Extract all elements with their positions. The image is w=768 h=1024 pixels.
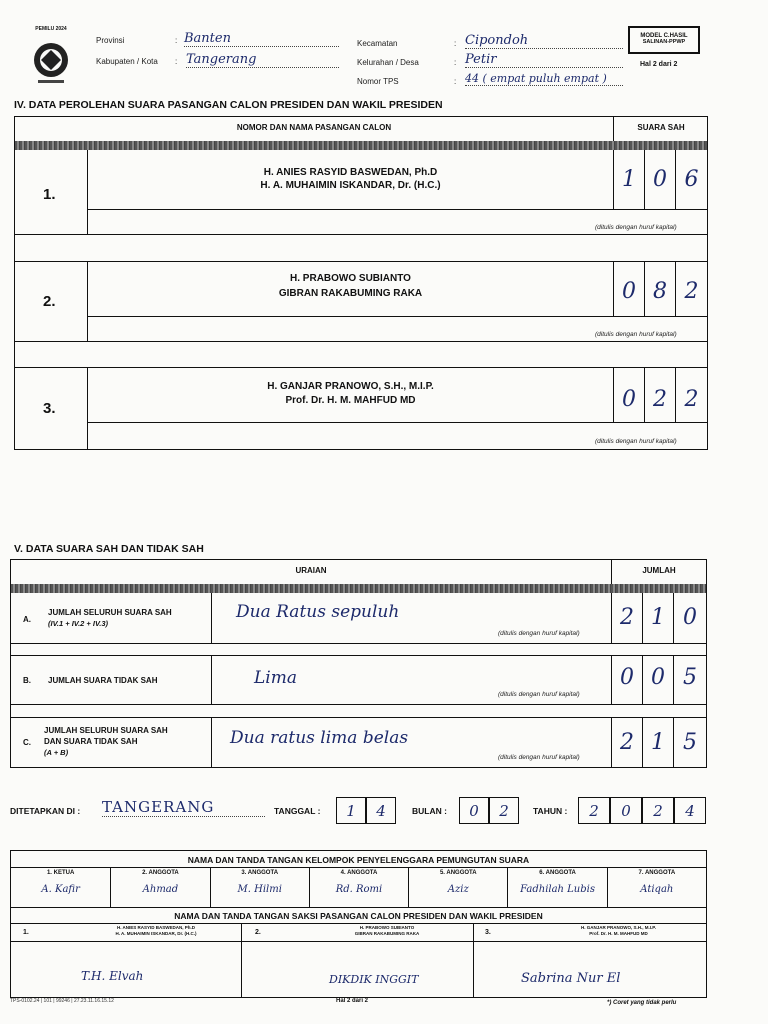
- candidate-2-digit-2: 8: [644, 262, 675, 316]
- colon: :: [175, 57, 178, 66]
- candidate-2-note: (ditulis dengan huruf kapital): [595, 331, 677, 338]
- ditetapkan-label: DITETAPKAN DI :: [10, 806, 81, 816]
- kpps-member-signature: M. Hilmi: [237, 884, 282, 895]
- kpps-member-signature: Atiqah: [640, 884, 674, 895]
- ditetapkan-value: TANGERANG: [102, 798, 265, 817]
- tahun-digit-2: 0: [610, 797, 642, 824]
- section4-title: IV. DATA PEROLEHAN SUARA PASANGAN CALON PRESIDEN DAN WAKIL PRESIDEN: [14, 99, 443, 111]
- candidate-1-digit-2: 0: [644, 150, 675, 209]
- row-c-words: Dua ratus lima belas: [230, 728, 409, 748]
- tahun-label: TAHUN :: [533, 806, 568, 816]
- colon: :: [175, 36, 178, 45]
- kpps-member-1: [11, 868, 110, 907]
- saksi-3-signature: Sabrina Nur El: [521, 971, 621, 986]
- row-c-note: (ditulis dengan huruf kapital): [498, 754, 580, 761]
- header-strip: [15, 141, 707, 150]
- saksi-3-pair2: Prof. Dr. H. M. MAHFUD MD: [589, 931, 648, 936]
- kecamatan-value: Cipondoh: [465, 33, 623, 49]
- kecamatan-label: Kecamatan: [357, 39, 398, 48]
- candidate-3-digit-1: 0: [613, 368, 644, 422]
- kpps-member-2: [110, 868, 209, 907]
- candidate-1-note: (ditulis dengan huruf kapital): [595, 224, 677, 231]
- section5-title: V. DATA SUARA SAH DAN TIDAK SAH: [14, 543, 204, 555]
- kpps-member-role: 2. ANGGOTA: [142, 870, 179, 876]
- row-a-words: Dua Ratus sepuluh: [236, 602, 400, 622]
- provinsi-label: Provinsi: [96, 36, 125, 45]
- footer-note: *) Coret yang tidak perlu: [607, 1000, 677, 1006]
- kpps-member-role: 1. KETUA: [46, 870, 75, 876]
- row-c-label1: JUMLAH SELURUH SUARA SAH: [44, 726, 168, 735]
- row-b-digit-1: 0: [611, 656, 642, 704]
- kpps-member-role: 3. ANGGOTA: [241, 870, 279, 876]
- row-a-digit-2: 1: [642, 593, 673, 643]
- kpps-member-role: 6. ANGGOTA: [539, 870, 576, 876]
- colon: :: [454, 77, 457, 86]
- candidate-1-digit-1: 1: [613, 150, 644, 209]
- candidate-2-digit-1: 0: [613, 262, 644, 316]
- row-c-digit-1: 2: [611, 718, 642, 767]
- kpps-row: [11, 868, 706, 907]
- kpps-member-signature: Aziz: [447, 884, 469, 895]
- model-box: [628, 26, 700, 54]
- kpps-member-role: 7. ANGGOTA: [638, 870, 676, 876]
- saksi-3-number: 3.: [485, 929, 491, 936]
- model-line1: MODEL C.HASIL: [640, 33, 688, 39]
- candidate-2-name2: GIBRAN RAKABUMING RAKA: [278, 288, 423, 299]
- row-c-letter: C.: [23, 738, 31, 747]
- saksi-2-pair1: H. PRABOWO SUBIANTO: [359, 925, 415, 930]
- kpps-member-signature: Rd. Romi: [335, 884, 383, 895]
- kabupaten-value: Tangerang: [186, 52, 339, 68]
- kpps-member-role: 4. ANGGOTA: [340, 870, 378, 876]
- colon: :: [454, 58, 457, 67]
- kpps-member-6: [507, 868, 606, 907]
- row-b-letter: B.: [23, 676, 31, 685]
- bulan-label: BULAN :: [412, 806, 447, 816]
- kelurahan-label: Kelurahan / Desa: [357, 58, 419, 67]
- candidate-3-name2: Prof. Dr. H. M. MAHFUD MD: [285, 395, 416, 406]
- row-c-digit-2: 1: [642, 718, 673, 767]
- kpps-title: NAMA DAN TANDA TANGAN KELOMPOK PENYELENGGARA PEMUNGUTAN SUARA: [187, 855, 530, 865]
- row-a-note: (ditulis dengan huruf kapital): [498, 630, 580, 637]
- row-c-digit-3: 5: [673, 718, 706, 767]
- tps-value: 44 ( empat puluh empat ): [465, 72, 623, 86]
- bulan-digit-1: 0: [459, 797, 489, 824]
- candidate-2-name1: H. PRABOWO SUBIANTO: [290, 273, 411, 284]
- saksi-1-signature: T.H. Elvah: [81, 969, 144, 983]
- kpps-member-7: [607, 868, 706, 907]
- page-number: Hal 2 dari 2: [640, 61, 678, 68]
- kpps-member-5: [408, 868, 507, 907]
- logo-text: PEMILU 2024: [35, 26, 67, 32]
- tanggal-digit-2: 4: [366, 797, 396, 824]
- saksi-2-signature: DIKDIK INGGIT: [329, 973, 419, 986]
- kpps-member-role: 5. ANGGOTA: [439, 870, 477, 876]
- saksi-1-pair1: H. ANIES RASYID BASWEDAN, Ph.D: [116, 925, 196, 930]
- kpps-member-signature: A. Kafir: [41, 884, 80, 895]
- tps-label: Nomor TPS: [357, 77, 399, 86]
- kpps-member-signature: Fadhilah Lubis: [520, 884, 595, 895]
- header-strip-2: [11, 584, 706, 593]
- col-jumlah-header: JUMLAH: [642, 566, 676, 575]
- candidate-1-digit-3: 6: [675, 150, 707, 209]
- row-b-note: (ditulis dengan huruf kapital): [498, 691, 580, 698]
- candidate-3-note: (ditulis dengan huruf kapital): [595, 438, 677, 445]
- candidate-2-number: 2.: [43, 293, 56, 310]
- candidate-1-name1: H. ANIES RASYID BASWEDAN, Ph.D: [263, 167, 438, 178]
- kelurahan-value: Petir: [465, 52, 623, 68]
- saksi-1-pair2: H. A. MUHAIMIN ISKANDAR, Dr. (H.C.): [115, 931, 197, 936]
- kpu-logo: [28, 24, 74, 86]
- signature-table: [10, 850, 707, 998]
- col-nama-header: NOMOR DAN NAMA PASANGAN CALON: [236, 123, 392, 132]
- footer-code: TPS-0102.24 | 101 | 99246 | 27.23.11.16.15.12: [10, 998, 114, 1004]
- tahun-digit-3: 2: [642, 797, 674, 824]
- row-c-label3: (A + B): [44, 748, 69, 757]
- section4-table: [14, 116, 708, 450]
- row-b-label1: JUMLAH SUARA TIDAK SAH: [48, 676, 158, 685]
- tahun-digit-1: 2: [578, 797, 610, 824]
- row-a-digit-1: 2: [611, 593, 642, 643]
- kpps-member-4: [309, 868, 408, 907]
- row-b-digit-2: 0: [642, 656, 673, 704]
- row-a-label1: JUMLAH SELURUH SUARA SAH: [48, 608, 172, 617]
- col-uraian-header: URAIAN: [295, 566, 327, 575]
- candidate-3-digit-2: 2: [644, 368, 675, 422]
- saksi-title: NAMA DAN TANDA TANGAN SAKSI PASANGAN CALON PRESIDEN DAN WAKIL PRESIDEN: [174, 911, 543, 921]
- row-c-label2: DAN SUARA TIDAK SAH: [44, 737, 138, 746]
- candidate-1-name2: H. A. MUHAIMIN ISKANDAR, Dr. (H.C.): [260, 180, 441, 191]
- kpps-member-signature: Ahmad: [142, 884, 179, 895]
- tanggal-digit-1: 1: [336, 797, 366, 824]
- saksi-2-number: 2.: [255, 929, 261, 936]
- saksi-2-pair2: GIBRAN RAKABUMING RAKA: [354, 931, 420, 936]
- col-suara-header: SUARA SAH: [637, 123, 685, 132]
- candidate-3-digit-3: 2: [675, 368, 707, 422]
- row-b-digit-3: 5: [673, 656, 706, 704]
- provinsi-value: Banten: [184, 31, 339, 47]
- bulan-digit-2: 2: [489, 797, 519, 824]
- saksi-3-pair1: H. GANJAR PRANOWO, S.H., M.I.P.: [581, 925, 656, 930]
- tahun-digit-4: 4: [674, 797, 706, 824]
- candidate-1-number: 1.: [43, 186, 56, 203]
- row-a-digit-3: 0: [673, 593, 706, 643]
- row-a-label2: (IV.1 + IV.2 + IV.3): [48, 619, 109, 628]
- candidate-3-name1: H. GANJAR PRANOWO, S.H., M.I.P.: [267, 381, 434, 392]
- kabupaten-label: Kabupaten / Kota: [96, 57, 158, 66]
- row-b-words: Lima: [254, 668, 297, 688]
- section5-table: [10, 559, 707, 768]
- colon: :: [454, 39, 457, 48]
- footer-page: Hal 2 dari 2: [336, 998, 369, 1004]
- saksi-1-number: 1.: [23, 929, 29, 936]
- candidate-3-number: 3.: [43, 400, 56, 417]
- row-a-letter: A.: [23, 615, 31, 624]
- garuda-logo-icon: [28, 24, 74, 86]
- model-line2: SALINAN-PPWP: [642, 39, 686, 45]
- kpps-member-3: [210, 868, 309, 907]
- tanggal-label: TANGGAL :: [274, 806, 321, 816]
- candidate-2-digit-3: 2: [675, 262, 707, 316]
